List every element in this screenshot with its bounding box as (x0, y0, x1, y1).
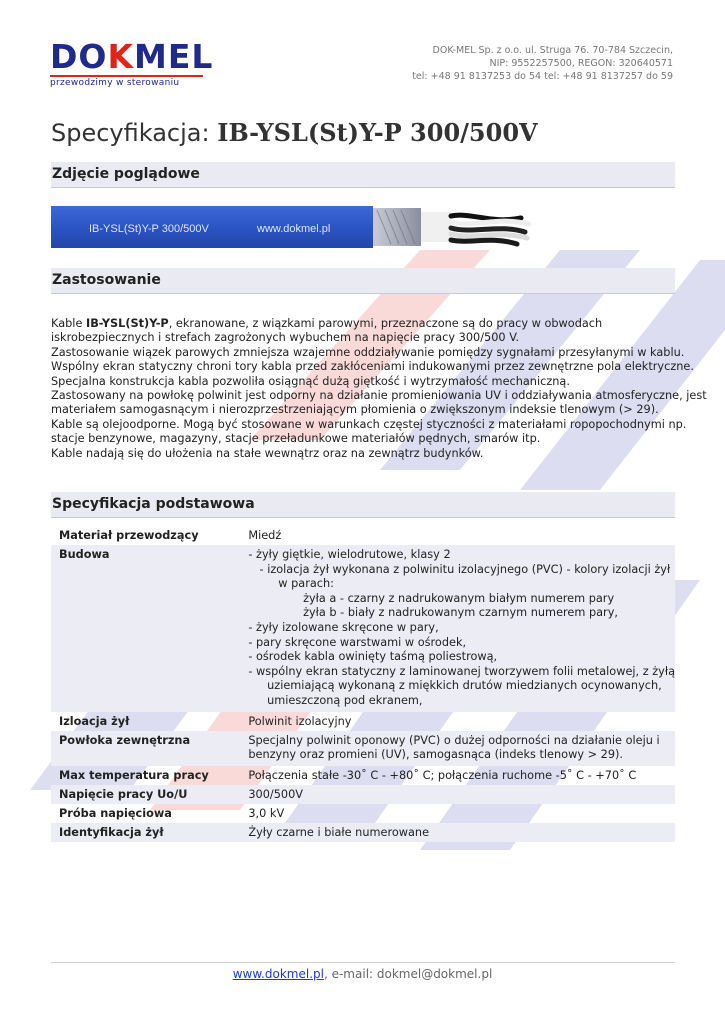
company-ids: NIP: 9552257500, REGON: 320640571 (489, 58, 673, 69)
spec-key: Próba napięciowa (59, 806, 172, 820)
spec-line: - ośrodek kabla owinięty taśmą poliestrową, (248, 650, 498, 664)
spec-line: w parach: (260, 577, 334, 591)
table-row (51, 804, 675, 823)
spec-value (240, 731, 675, 766)
usage-line: Wspólny ekran statyczny chroni tory kabla przed zakłóceniami indukowanymi przez zewnętrzne pola elektryczne. (51, 360, 694, 374)
usage-line: Zastosowany na powłokę polwinit jest odporny na działanie promieniowania UV i oddziaływania atmosferyczne, jest (51, 389, 707, 403)
table-row (51, 712, 675, 731)
spec-value: 300/500V (240, 785, 675, 804)
logo-wordmark: DOKMEL (50, 37, 214, 76)
usage-line: Specjalna konstrukcja kabla pozwoliła osiągnąć dużą giętkość i wytrzymałość mechaniczną. (51, 374, 570, 388)
spec-key: Budowa (51, 545, 240, 712)
usage-line: Kable IB-YSL(St)Y-P, ekranowane, z wiązkami parowymi, przeznaczone są do pracy w obwodach (51, 317, 603, 330)
spec-line: - izolacja żył wykonana z polwinitu izolacyjnego (PVC) - kolory izolacji żył (252, 562, 671, 576)
page-title: Specyfikacja: IB-YSL(St)Y-P 300/500V (51, 118, 538, 147)
table-row (51, 545, 675, 712)
spec-key: Napięcie pracy Uo/U (51, 785, 240, 804)
cable-print-url: www.dokmel.pl (257, 223, 331, 235)
company-info (412, 44, 673, 83)
spec-line: - pary skręcone warstwami w ośrodek, (248, 635, 467, 649)
spec-line: uziemiającą wykonaną z miękkich drutów miedzianych ocynowanych, (256, 679, 662, 693)
spec-line: benzyny oraz promieni (UV), samogasnąca (indeks tlenowy > 29). (248, 748, 624, 762)
spec-line: - żyły giętkie, wielodrutowe, klasy 2 (248, 548, 451, 561)
spec-line: żyła a - czarny z nadrukowanym białym numerem pary (274, 591, 615, 605)
company-phones: tel: +48 91 8137253 do 54 tel: +48 91 8137257 do 59 (412, 71, 673, 82)
usage-line: stacje benzynowe, magazyny, stacje przeładunkowe materiałów pędnych, smarów itp. (51, 432, 541, 446)
product-name: IB-YSL(St)Y-P 300/500V (217, 118, 538, 147)
footer-email: , e-mail: dokmel@dokmel.pl (323, 967, 493, 981)
cable-print-model: IB-YSL(St)Y-P 300/500V (89, 223, 209, 235)
logo-tagline: przewodzimy w sterowaniu (50, 75, 203, 88)
usage-line: Zastosowanie wiązek parowych zmniejsza wzajemne oddziaływanie pomiędzy sygnałami przesyłanymi w kablu. (51, 345, 685, 359)
spec-line: żyła b - biały z nadrukowanym czarnym numerem pary, (274, 606, 618, 620)
usage-text (51, 317, 707, 461)
website-link[interactable]: www.dokmel.pl (232, 967, 324, 981)
spec-value (240, 545, 675, 712)
spec-line: umieszczoną pod ekranem, (256, 693, 423, 707)
usage-product-name: IB-YSL(St)Y-P (85, 317, 169, 330)
spec-value: Połączenia stałe -30˚ C - +80˚ C; połączenia ruchome -5˚ C - +70˚ C (248, 768, 637, 782)
spec-key: Materiał przewodzący (59, 529, 199, 542)
spec-value: Polwinit izolacyjny (248, 714, 352, 728)
spec-key: Powłoka zewnętrzna (51, 731, 240, 766)
table-row (51, 766, 675, 785)
table-row (51, 785, 675, 804)
usage-line: Kable nadają się do ułożenia na stałe wewnątrz oraz na zewnątrz budynków. (51, 446, 484, 460)
footer (0, 967, 725, 981)
section-spec-header: Specyfikacja podstawowa (51, 492, 675, 518)
spec-line: - żyły izolowane skręcone w pary, (248, 620, 439, 634)
spec-value: 3,0 kV (248, 806, 285, 820)
usage-line: materiałem samogasnącym i nierozprzestrzeniającym płomienia o zwiększonym indeksie tlenowym (> 29). (51, 403, 659, 417)
section-photo-header: Zdjęcie poglądowe (51, 162, 675, 188)
dokmel-logo (50, 37, 214, 88)
spec-value: Żyły czarne i białe numerowane (240, 823, 675, 842)
spec-key: Izloacja żył (59, 714, 130, 728)
spec-line: Specjalny polwinit oponowy (PVC) o dużej odporności na działanie oleju i (248, 733, 660, 747)
section-usage-header: Zastosowanie (51, 268, 675, 294)
spec-key: Identyfikacja żył (51, 823, 240, 842)
spec-key: Max temperatura pracy (59, 768, 209, 782)
spec-line: - wspólny ekran statyczny z laminowanej tworzywem folii metalowej, z żyłą (248, 664, 675, 678)
table-row (51, 731, 675, 766)
spec-table (51, 526, 675, 842)
company-address: DOK-MEL Sp. z o.o. ul. Struga 76. 70-784 Szczecin, (432, 45, 673, 56)
footer-divider (51, 962, 675, 963)
cable-photo (51, 206, 531, 248)
spec-value: Miedź (248, 529, 282, 542)
table-row (51, 526, 675, 545)
usage-line: Kable są olejoodporne. Mogą być stosowane w warunkach częstej styczności z materiałami ropopochodnymi np. (51, 417, 687, 431)
table-row (51, 823, 675, 842)
usage-line: iskrobezpiecznych i strefach zagrożonych wybuchem na napięcie pracy 300/500 V. (51, 331, 520, 345)
